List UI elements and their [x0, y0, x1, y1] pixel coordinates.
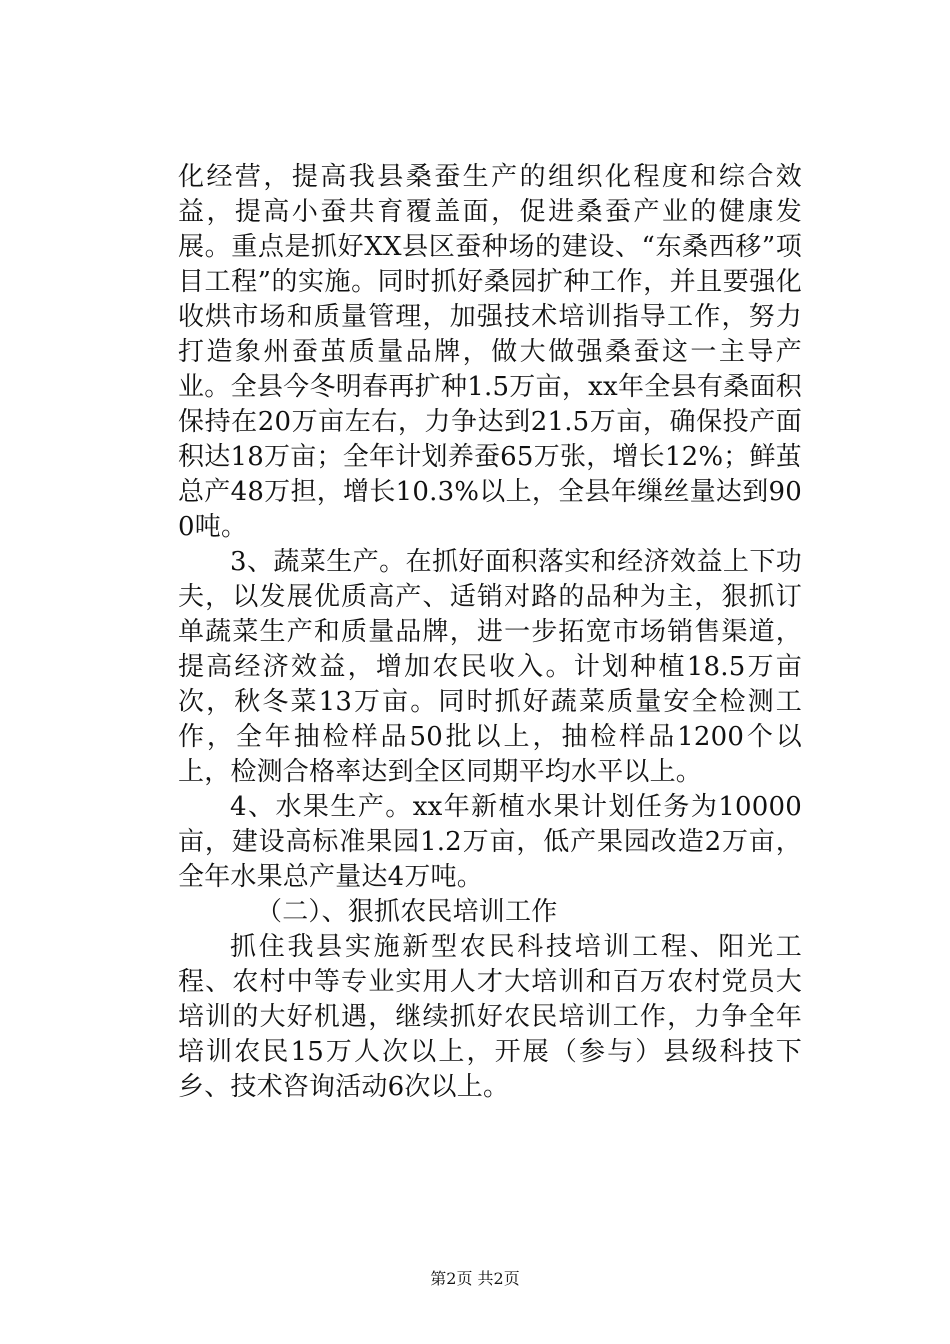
- document-body: [178, 160, 802, 1105]
- page-number-label: 第2页 共2页: [430, 1269, 520, 1288]
- section-heading-farmer-training: （二）、狠抓农民培训工作: [256, 897, 558, 927]
- paragraph-vegetable-production: 3、蔬菜生产。在抓好面积落实和经济效益上下功夫，以发展优质高产、适销对路的品种为主，狠抓订单蔬菜生产和质量品牌，进一步拓宽市场销售渠道，提高经济效益，增加农民收入。计划种植18.5万亩次，秋冬菜13万亩。同时抓好蔬菜质量安全检测工作，全年抽检样品50批以上，抽检样品1200个以上，检测合格率达到全区同期平均水平以上。: [178, 547, 802, 787]
- paragraph-farmer-training: 抓住我县实施新型农民科技培训工程、阳光工程、农村中等专业实用人才大培训和百万农村党员大培训的大好机遇，继续抓好农民培训工作，力争全年培训农民15万人次以上，开展（参与）县级科技下乡、技术咨询活动6次以上。: [178, 932, 802, 1102]
- paragraph-sericulture-continued: 化经营，提高我县桑蚕生产的组织化程度和综合效益，提高小蚕共育覆盖面，促进桑蚕产业的健康发展。重点是抓好XX县区蚕种场的建设、“东桑西移”项目工程”的实施。同时抓好桑园扩种工作，并且要强化收烘市场和质量管理，加强技术培训指导工作，努力打造象州蚕茧质量品牌，做大做强桑蚕这一主导产业。全县今冬明春再扩种1.5万亩，xx年全县有桑面积保持在20万亩左右，力争达到21.5万亩，确保投产面积达18万亩；全年计划养蚕65万张，增长12%；鲜茧总产48万担，增长10.3%以上，全县年缫丝量达到900吨。: [178, 162, 802, 542]
- paragraph-fruit-production: 4、水果生产。xx年新植水果计划任务为10000亩，建设高标准果园1.2万亩，低产果园改造2万亩，全年水果总产量达4万吨。: [178, 792, 802, 892]
- page-footer: [0, 1268, 950, 1290]
